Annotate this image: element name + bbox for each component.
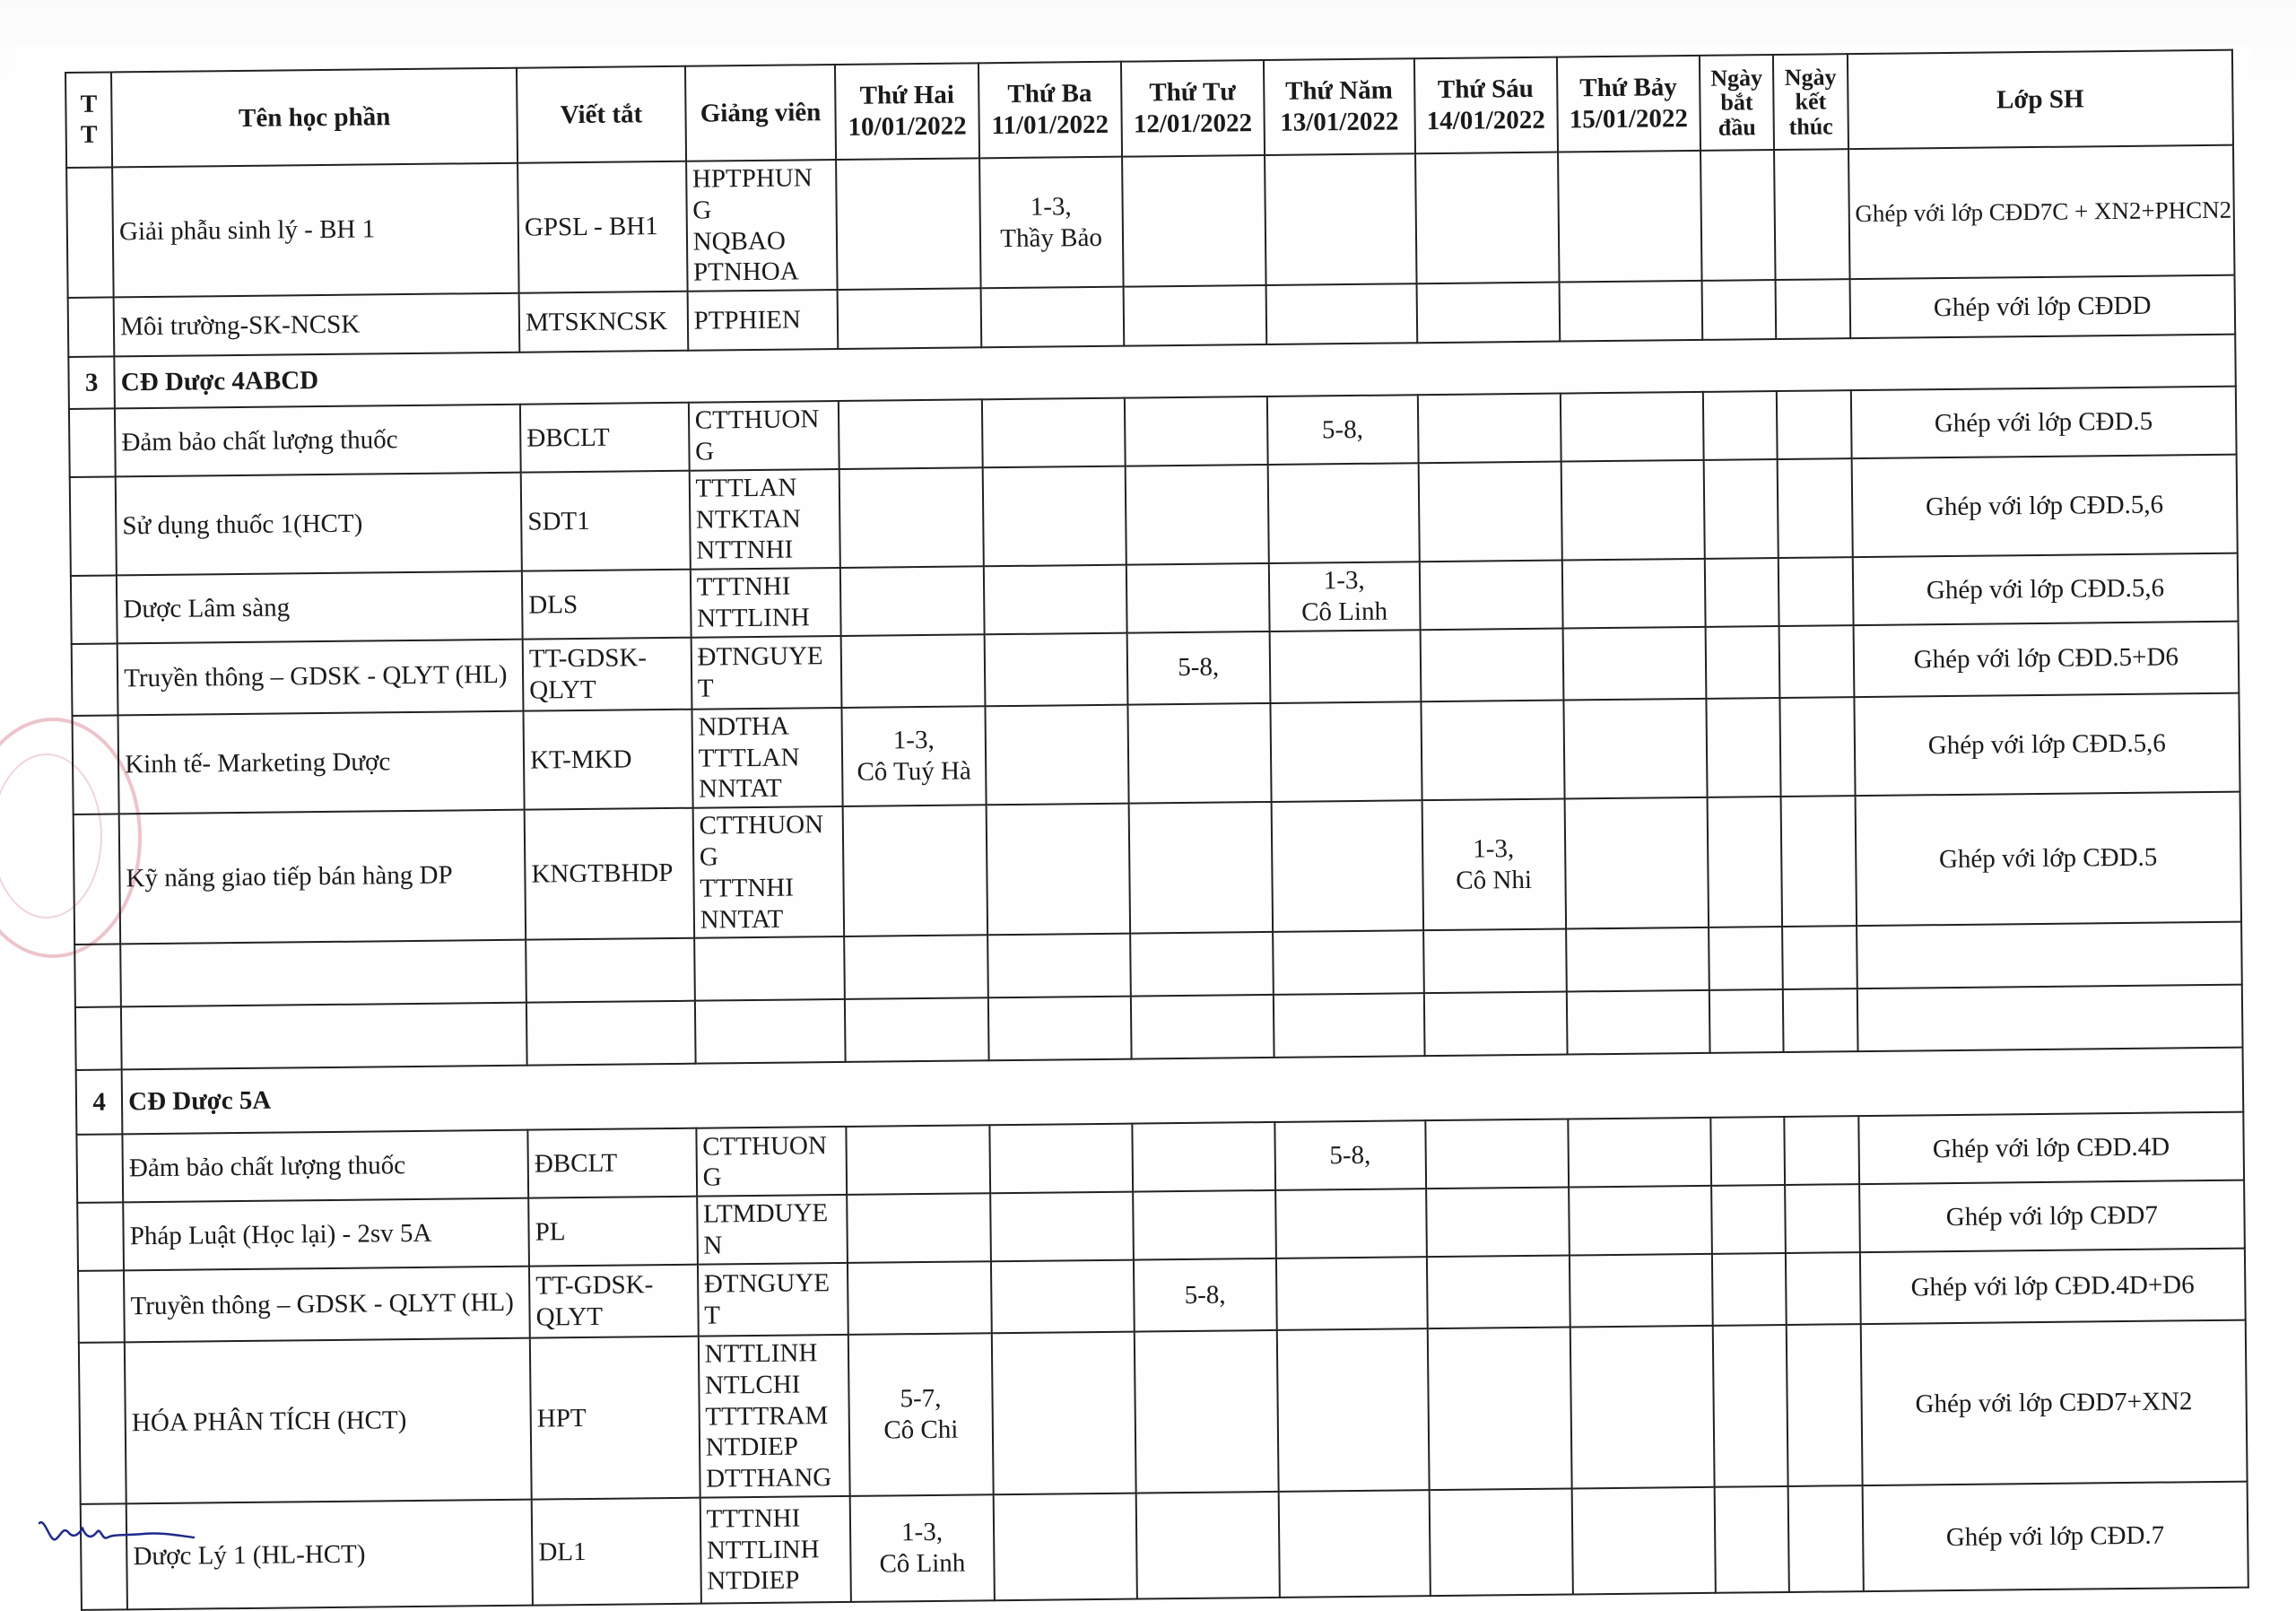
abbr-text: TT-GDSK- QLYT [528, 643, 648, 705]
slot-tue [989, 1124, 1133, 1194]
end-date [1779, 557, 1853, 625]
course-abbr: ĐBCLT [520, 403, 689, 473]
header-day-wed [1121, 60, 1265, 157]
class-group: Ghép với lớp CĐD.4D+D6 [1860, 1249, 2246, 1324]
empty-cell [1782, 926, 1857, 989]
header-course-name: Tên học phần [111, 68, 517, 168]
slot-mon [842, 706, 986, 806]
slot-wed [1126, 563, 1269, 632]
end-date [1774, 149, 1849, 280]
slot-sat [1558, 151, 1702, 283]
course-abbr [529, 1265, 698, 1338]
slot-thu [1265, 283, 1416, 344]
start-date [1710, 1117, 1785, 1186]
end-date [1777, 390, 1851, 458]
start-date [1703, 459, 1779, 559]
slot-thu [1265, 153, 1416, 285]
slot-fri [1416, 283, 1560, 344]
empty-cell [1423, 992, 1567, 1057]
slot-tue [986, 804, 1130, 936]
course-name: Pháp Luật (Học lại) - 2sv 5A [123, 1198, 529, 1270]
row-no [66, 167, 114, 298]
course-name: Kỹ năng giao tiếp bán hàng DP [119, 810, 526, 945]
header-day-mon [835, 63, 978, 160]
table-row [81, 1482, 2248, 1610]
lecturer-list: CTTHUONG [696, 1127, 847, 1197]
slot-wed [1128, 802, 1273, 934]
empty-cell [695, 999, 846, 1064]
class-group: Ghép với lớp CĐD7+XN2 [1860, 1320, 2247, 1485]
slot-mon [839, 467, 983, 568]
slot-fri [1421, 700, 1564, 800]
start-date [1711, 1185, 1786, 1253]
lecturer-list [692, 806, 844, 938]
day-name: Thứ Ba [1007, 79, 1092, 109]
slot-sat [1559, 281, 1702, 342]
schedule-table [65, 49, 2249, 1611]
lecturer-list [700, 1496, 851, 1604]
lecturer-codes: TTTNHI NTTLINH NTDIEP [706, 1503, 820, 1596]
slot-thu [1270, 701, 1422, 802]
day-name: Thứ Hai [859, 80, 955, 110]
slot-thu: 5-8, [1267, 395, 1418, 464]
slot-mon [840, 566, 984, 635]
row-no [76, 1135, 123, 1204]
slot-wed: 5-8, [1126, 631, 1270, 705]
row-no [79, 1342, 126, 1504]
row-no [71, 576, 117, 644]
slot-wed [1132, 1122, 1275, 1192]
course-abbr: SDT1 [521, 471, 691, 571]
empty-cell [121, 1003, 527, 1070]
empty-cell [75, 1007, 122, 1071]
slot-wed [1123, 285, 1266, 346]
start-date [1707, 797, 1782, 927]
slot-thu [1277, 1328, 1430, 1492]
end-date [1781, 796, 1857, 927]
group-title: CĐ Dược 5A [122, 1048, 2243, 1135]
slot-tue [979, 157, 1124, 289]
slot-sat [1571, 1487, 1715, 1595]
row-no [69, 409, 116, 477]
handwritten-signature [36, 1516, 197, 1552]
lecturer-list [691, 708, 843, 808]
course-name: Truyền thông – GDSK - QLYT (HL) [117, 639, 524, 715]
group-title: CĐ Dược 4ABCD [114, 335, 2235, 409]
course-name: Đảm bảo chất lượng thuốc [115, 405, 521, 476]
lecturer-list: LTMDUYEN [697, 1195, 848, 1264]
row-no [70, 476, 117, 576]
slot-sat [1569, 1186, 1712, 1255]
slot-sat [1568, 1118, 1711, 1188]
empty-cell [845, 998, 988, 1063]
end-date [1785, 1116, 1859, 1185]
empty-cell [1709, 927, 1783, 990]
class-group: Ghép với lớp CĐD.5,6 [1852, 553, 2238, 625]
abbr-text: TT-GDSK- QLYT [535, 1270, 654, 1332]
slot-mon [847, 1126, 990, 1196]
empty-cell [1566, 927, 1709, 992]
start-date [1701, 280, 1776, 340]
slot-tue [990, 1192, 1134, 1261]
lecturer-list [698, 1335, 850, 1498]
lecturer-list: CTTHUONG [689, 401, 839, 470]
course-name: Giải phẫu sinh lý - BH 1 [112, 163, 518, 298]
slot-fri [1417, 394, 1561, 463]
class-group: Ghép với lớp CĐD7 [1859, 1180, 2245, 1252]
end-date [1785, 1184, 1859, 1252]
course-name: Đảm bảo chất lượng thuốc [123, 1130, 529, 1203]
header-start-date: Ngày bắt đầu [1700, 55, 1775, 151]
empty-cell [845, 936, 988, 1000]
header-day-sat [1557, 56, 1700, 152]
slot-thu [1267, 463, 1419, 563]
slot-thu [1278, 1490, 1430, 1598]
end-date [1788, 1485, 1864, 1592]
slot-fri [1429, 1488, 1572, 1596]
day-date: 13/01/2022 [1280, 107, 1399, 137]
row-no [72, 643, 118, 716]
slot-text: 1-3, Cô Tuý Hà [857, 726, 971, 787]
row-no [78, 1270, 125, 1343]
empty-cell [987, 934, 1131, 998]
slot-thu [1269, 630, 1421, 703]
slot-wed [1127, 703, 1271, 804]
course-name: Dược Lâm sàng [117, 571, 523, 643]
class-group: Ghép với lớp CĐD.4D [1858, 1112, 2244, 1184]
start-date [1703, 391, 1778, 459]
header-day-thu [1264, 58, 1415, 155]
empty-cell [1857, 985, 2242, 1051]
header-tt: T T [65, 72, 112, 168]
slot-mon [848, 1333, 993, 1496]
slot-wed [1133, 1190, 1276, 1259]
header-day-fri [1413, 57, 1557, 154]
lecturer-list [689, 469, 840, 570]
empty-cell [694, 936, 845, 1001]
lecturer-codes: HPTPHUNG NQBAO PTNHOA [691, 163, 813, 288]
slot-sat [1561, 460, 1704, 561]
day-name: Thứ Bảy [1579, 73, 1677, 103]
empty-cell [1274, 994, 1424, 1058]
start-date [1714, 1486, 1789, 1593]
end-date [1780, 697, 1856, 797]
slot-sat [1570, 1254, 1713, 1328]
slot-tue [985, 704, 1128, 805]
slot-text: 1-3, Cô Linh [1300, 566, 1388, 627]
start-date [1700, 150, 1776, 281]
empty-cell [987, 997, 1131, 1061]
lecturer-list [691, 568, 841, 637]
start-date [1713, 1325, 1788, 1487]
course-abbr: KT-MKD [524, 709, 693, 809]
slot-wed [1125, 465, 1268, 565]
lecturer-codes: NDTHA TTTLAN NNTAT [698, 711, 800, 804]
slot-thu [1269, 562, 1420, 631]
slot-fri [1427, 1327, 1571, 1490]
row-no [77, 1203, 124, 1271]
slot-sat [1563, 699, 1707, 799]
empty-cell [526, 1001, 695, 1066]
slot-fri [1426, 1255, 1570, 1328]
slot-tue [991, 1332, 1135, 1495]
slot-mon [838, 289, 981, 350]
course-abbr [523, 637, 691, 710]
slot-mon [850, 1494, 994, 1602]
class-group: Ghép với lớp CĐD.5,6 [1851, 454, 2237, 557]
course-name: Kinh tế- Marketing Dược [118, 710, 525, 814]
slot-thu: 5-8, [1274, 1121, 1425, 1191]
slot-text: 1-3, Cô Linh [879, 1517, 966, 1579]
slot-fri [1426, 1188, 1570, 1257]
course-abbr: HPT [530, 1337, 700, 1500]
course-name: Dược Lý 1 (HL-HCT) [126, 1500, 533, 1610]
slot-sat [1564, 797, 1709, 929]
end-date [1786, 1252, 1860, 1325]
row-no [73, 715, 119, 814]
header-lecturer: Giảng viên [685, 65, 837, 161]
slot-tue [982, 466, 1126, 566]
empty-cell [120, 940, 526, 1007]
lecturer-codes: TTTNHI NTTLINH [696, 571, 810, 633]
course-name: Truyền thông – GDSK - QLYT (HL) [124, 1267, 530, 1343]
course-abbr: DL1 [532, 1498, 701, 1606]
slot-tue [980, 287, 1124, 348]
empty-cell [1567, 990, 1710, 1055]
slot-text: 1-3, Thầy Bảo [1000, 192, 1103, 253]
slot-tue [983, 565, 1126, 634]
group-no: 3 [68, 357, 115, 410]
slot-wed [1122, 155, 1266, 287]
class-group: Ghép với lớp CĐD.5,6 [1854, 692, 2239, 796]
class-group: Ghép với lớp CĐD.5 [1851, 387, 2237, 458]
slot-tue [984, 632, 1127, 706]
empty-cell [1131, 995, 1274, 1059]
course-name: HÓA PHÂN TÍCH (HCT) [125, 1338, 532, 1504]
course-name: Sử dụng thuốc 1(HCT) [116, 472, 522, 575]
start-date [1706, 698, 1781, 797]
table-row [74, 792, 2241, 945]
table-row [79, 1320, 2248, 1504]
end-date [1776, 279, 1850, 339]
course-name: Môi trường-SK-NCSK [114, 293, 520, 357]
slot-fri [1422, 799, 1566, 931]
header-class-group: Lớp SH [1848, 50, 2233, 149]
lecturer-codes: CTTHUONG TTTNHI NNTAT [699, 810, 824, 935]
course-abbr: ĐBCLT [527, 1128, 696, 1198]
class-group: Ghép với lớp CĐD.5 [1855, 792, 2241, 927]
row-no [68, 298, 115, 358]
day-name: Thứ Năm [1284, 75, 1393, 106]
slot-tue [990, 1260, 1134, 1334]
day-name: Thứ Sáu [1437, 74, 1534, 105]
slot-text: 1-3, Cô Nhi [1456, 834, 1533, 895]
slot-mon [848, 1194, 991, 1263]
empty-cell [1130, 932, 1274, 997]
empty-cell [1423, 929, 1567, 994]
start-date [1712, 1253, 1787, 1326]
course-abbr: GPSL - BH1 [517, 161, 687, 293]
empty-cell [74, 945, 121, 1008]
slot-thu [1276, 1257, 1428, 1330]
slot-mon [836, 158, 980, 290]
slot-mon [843, 805, 987, 936]
slot-mon [848, 1261, 991, 1335]
day-date: 11/01/2022 [991, 109, 1109, 141]
slot-sat [1562, 627, 1706, 701]
slot-wed [1135, 1492, 1279, 1599]
start-date [1705, 626, 1779, 699]
slot-fri [1425, 1119, 1569, 1189]
slot-text: 5-7, Cô Chi [883, 1383, 959, 1445]
class-group: Ghép với lớp CĐD.7 [1862, 1482, 2248, 1591]
lecturer-list: ĐTNGUYET [691, 636, 842, 710]
end-date [1787, 1324, 1862, 1486]
day-date: 14/01/2022 [1426, 105, 1545, 136]
end-date [1778, 458, 1853, 558]
header-day-tue [978, 62, 1121, 159]
day-date: 10/01/2022 [848, 111, 967, 142]
empty-cell [526, 938, 694, 1003]
slot-tue [981, 398, 1125, 467]
class-group: Ghép với lớp CĐDD [1849, 275, 2235, 338]
course-abbr: DLS [522, 570, 691, 640]
slot-thu [1271, 800, 1422, 932]
end-date [1779, 625, 1854, 698]
start-date [1705, 558, 1779, 626]
day-date: 15/01/2022 [1569, 104, 1689, 135]
class-group: Ghép với lớp CĐD7C + XN2+PHCN2 [1848, 145, 2235, 280]
row-no [74, 814, 121, 945]
slot-thu [1275, 1189, 1426, 1258]
slot-wed [1134, 1330, 1278, 1493]
slot-fri [1420, 628, 1563, 701]
lecturer-list [686, 160, 838, 292]
slot-sat [1561, 559, 1705, 628]
day-date: 12/01/2022 [1133, 109, 1253, 139]
slot-mon [841, 634, 985, 708]
header-end-date: Ngày kết thúc [1773, 54, 1848, 150]
empty-cell [1709, 989, 1784, 1053]
lecturer-codes: NTTLINH NTLCHI TTTTRAM NTDIEP DTTHANG [704, 1338, 832, 1493]
lecturer-list: ĐTNGUYET [698, 1263, 849, 1337]
slot-tue [993, 1493, 1136, 1601]
slot-wed: 5-8, [1134, 1258, 1277, 1332]
empty-cell [1273, 931, 1423, 996]
lecturer-list: PTPHIEN [687, 290, 838, 351]
slot-mon [839, 400, 982, 469]
slot-sat [1561, 392, 1704, 461]
empty-cell [1783, 988, 1857, 1052]
table-row [66, 145, 2234, 298]
course-abbr: MTSKNCSK [519, 292, 688, 353]
course-abbr: KNGTBHDP [525, 808, 694, 940]
class-group: Ghép với lớp CĐD.5+D6 [1853, 621, 2239, 696]
lecturer-codes: TTTLAN NTKTAN NTTNHI [695, 473, 801, 566]
day-name: Thứ Tư [1149, 77, 1236, 108]
slot-fri [1415, 152, 1560, 284]
header-abbr: Viết tắt [517, 66, 686, 163]
course-abbr: PL [528, 1197, 697, 1267]
empty-cell [1857, 922, 2242, 988]
slot-sat [1570, 1326, 1714, 1489]
slot-fri [1418, 461, 1561, 562]
slot-wed [1125, 396, 1268, 466]
slot-fri [1419, 561, 1562, 630]
group-no: 4 [76, 1070, 123, 1136]
